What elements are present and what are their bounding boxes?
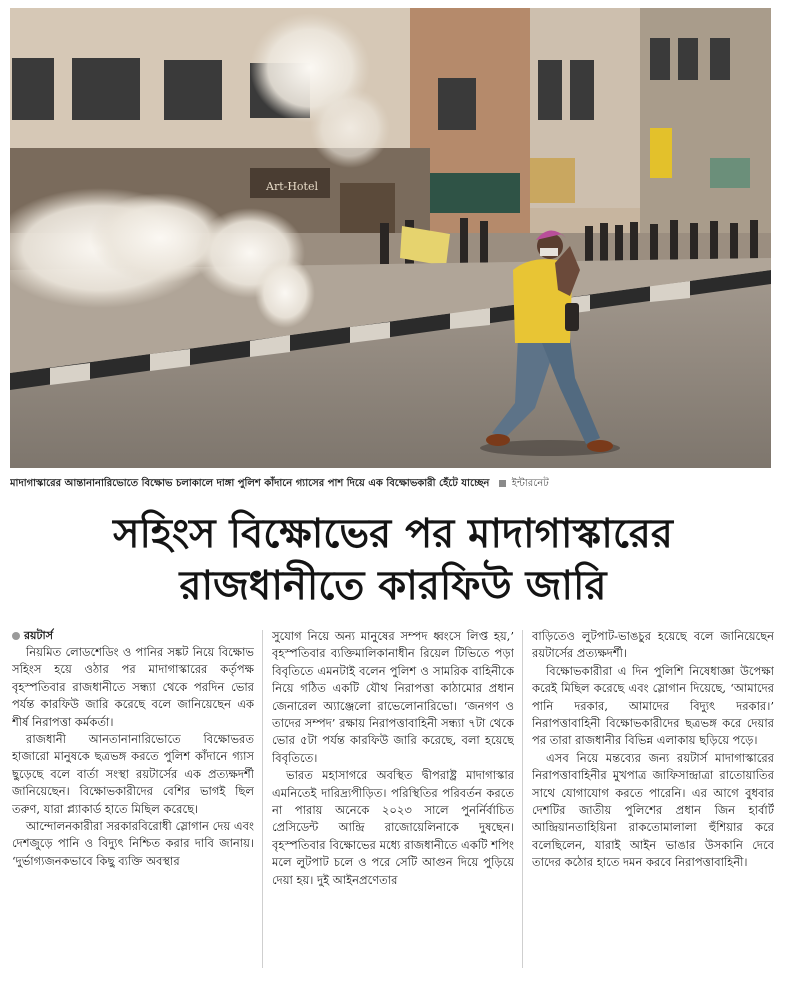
paragraph: ভারত মহাসাগরে অবস্থিত দ্বীপরাষ্ট্র মাদাগাস্কার এমনিতেই দারিদ্র্যপীড়িত। পরিস্থিতির পরিবর্তন করতে না পারায় অনেকে ২০২৩ সালে পুনর্নির্বাচিত প্রেসিডেন্ট আন্দ্রি রাজোয়েলিনাকে দুষছেন। বৃহস্পতিবার বিক্ষোভের মধ্যে রাজধানীতে একটি শপিং মলে লুটপাট চলে ও পরে সেটি আগুন দিয়ে পুড়িয়ে দেয়া হয়। দুই আইনপ্রণেতার bbox=[272, 768, 514, 887]
column-divider bbox=[262, 630, 263, 968]
protest-photo-illustration bbox=[10, 8, 771, 468]
paragraph: বিক্ষোভকারীরা এ দিন পুলিশি নিষেধাজ্ঞা উপেক্ষা করেই মিছিল করেছে এবং স্লোগান দিয়েছে, ‘আমাদের পানি দরকার, আমাদের বিদ্যুৎ দরকার।’ নিরাপত্তাবাহিনী বিক্ষোভকারীদের ছত্রভঙ্গ করে দেয়ার পর তারা রাজধানীর বিভিন্ন এলাকায় ছড়িয়ে পড়ে। bbox=[532, 663, 774, 748]
photo-caption bbox=[10, 476, 771, 492]
caption-text: মাদাগাস্কারের আন্তানানারিভোতে বিক্ষোভ চলাকালে দাঙ্গা পুলিশ কাঁদানে গ্যাসের পাশ দিয়ে এক বিক্ষোভকারী হেঁটে যাচ্ছেন bbox=[10, 478, 490, 489]
byline-dot-icon bbox=[12, 632, 20, 640]
article-column-1 bbox=[12, 628, 254, 973]
article-column-2 bbox=[272, 628, 514, 973]
graffiti-text: Art-Hotel bbox=[266, 180, 319, 193]
headline bbox=[0, 508, 786, 612]
credit-square-icon bbox=[499, 480, 506, 487]
news-photo bbox=[10, 8, 771, 468]
headline-line-2: রাজধানীতে কারফিউ জারি bbox=[179, 563, 607, 609]
byline bbox=[12, 628, 254, 644]
paragraph: এসব নিয়ে মন্তব্যের জন্য রয়টার্স মাদাগাস্কারের নিরাপত্তাবাহিনীর মুখপাত্র জাফিসান্দ্রাত্রা রাতোয়াতির সাথে যোগাযোগ করতে পারেনি। এর আগে বুধবার দেশটির জাতীয় পুলিশের প্রধান জিন হার্বার্ট আন্দ্রিয়ানতাহিয়িনা রাকতোমালালা হুঁশিয়ার করে বলেছিলেন, যারাই আইন ভাঙার উসকানি দেবে তাদের কঠোর হাতে দমন করবে নিরাপত্তাবাহিনী। bbox=[532, 750, 774, 870]
byline-text: রয়টার্স bbox=[24, 629, 53, 642]
paragraph: রাজধানী আনতানানারিভোতে বিক্ষোভরত হাজারো মানুষকে ছত্রভঙ্গ করতে পুলিশ কাঁদানে গ্যাস ছুড়েছে বলে বার্তা সংস্থা রয়টার্সের এক প্রত্যক্ষদর্শী জানিয়েছেন। বিক্ষোভকারীদের বেশির ভাগই ছিল তরুণ, যারা প্ল্যাকার্ড হাতে মিছিল করেছে। bbox=[12, 732, 254, 816]
paragraph: বাড়িতেও লুটপাট-ভাঙচুর হয়েছে বলে জানিয়েছেন রয়টার্সের প্রত্যক্ষদর্শী। bbox=[532, 629, 774, 661]
paragraph: নিয়মিত লোডশেডিং ও পানির সঙ্কট নিয়ে বিক্ষোভ সহিংস হয়ে ওঠার পর মাদাগাস্কারের কর্তৃপক্ষ বৃহস্পতিবার রাজধানীতে সন্ধ্যা থেকে পরদিন ভোর পর্যন্ত কারফিউ জারি করেছে বলে জানিয়েছেন এক শীর্ষ নিরাপত্তা কর্মকর্তা। bbox=[12, 645, 254, 729]
article-column-3 bbox=[532, 628, 774, 973]
paragraph: আন্দোলনকারীরা সরকারবিরোধী স্লোগান দেয় এবং দেশজুড়ে পানি ও বিদ্যুৎ নিশ্চিত করার দাবি জানায়। ‘দুর্ভাগ্যজনকভাবে কিছু ব্যক্তি অবস্থার bbox=[12, 819, 254, 868]
headline-line-1: সহিংস বিক্ষোভের পর মাদাগাস্কারের bbox=[113, 511, 673, 557]
paragraph: সুযোগ নিয়ে অন্য মানুষের সম্পদ ধ্বংসে লিপ্ত হয়,’ বৃহস্পতিবার ব্যক্তিমালিকানাধীন রিয়েল টিভিতে পড়া বিবৃতিতে এমনটাই বলেন পুলিশ ও সামরিক বাহিনীকে নিয়ে গঠিত একটি যৌথ নিরাপত্তা কাঠামোর প্রধান জেনারেল অ্যাঞ্জেলো রাভেলোনারিভো। ‘জনগণ ও তাদের সম্পদ’ রক্ষায় নিরাপত্তাবাহিনী সন্ধ্যা ৭টা থেকে ভোর ৫টা পর্যন্ত কারফিউ জারি করেছে, বলা হয়েছে বিবৃতিতে। bbox=[272, 629, 514, 765]
column-divider bbox=[522, 630, 523, 968]
caption-credit: ইন্টারনেট bbox=[511, 478, 549, 489]
